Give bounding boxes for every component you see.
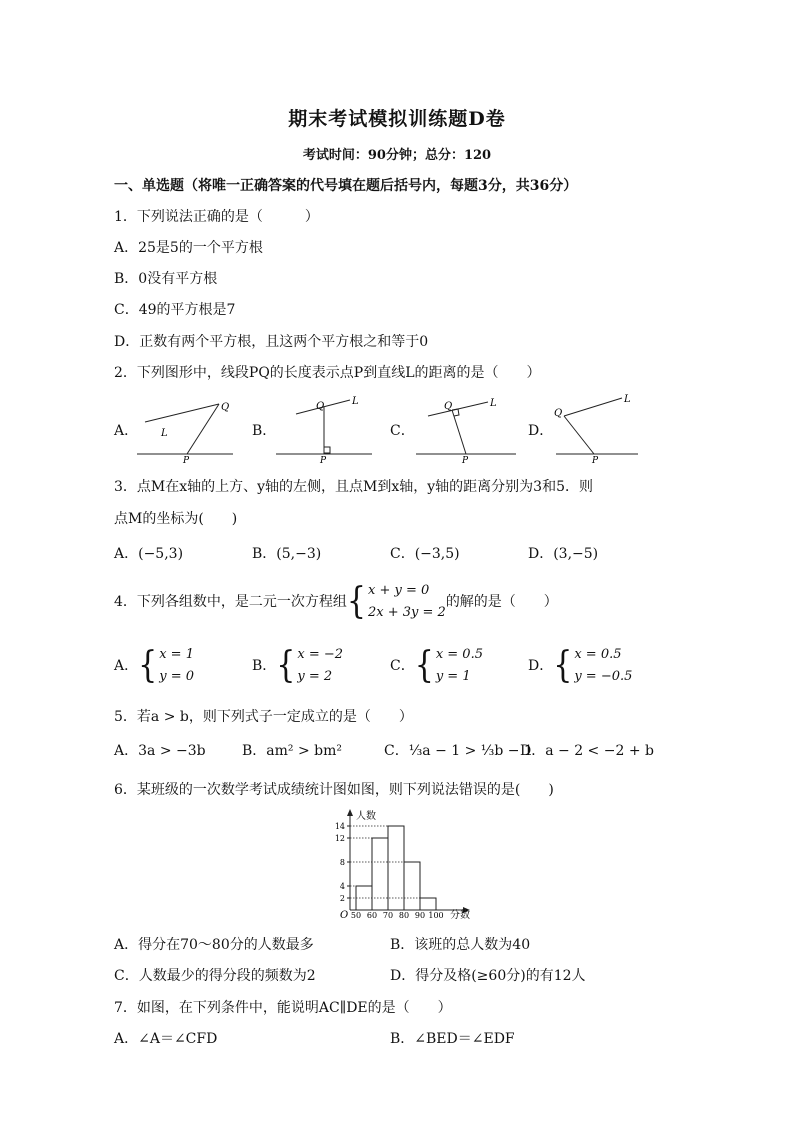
x-tick-label-70: 70 (382, 911, 394, 920)
q4-option-b: B．{ x = −2 y = 2 (252, 644, 344, 687)
q3-option-a: A．(−5,3) (114, 546, 184, 562)
q1-stem: 1．下列说法正确的是（ ） (114, 209, 319, 225)
section-heading: 一、单选题（将唯一正确答案的代号填在题后括号内，每题3分，共36分） (114, 178, 578, 194)
y-tick-label-12: 12 (334, 834, 345, 843)
q3-stem-line1: 3．点M在x轴的上方、y轴的左侧，且点M到x轴，y轴的距离分别为3和5．则 (114, 479, 593, 495)
q2-label-a: A． (114, 423, 139, 439)
y-tick-label-2: 2 (339, 894, 345, 903)
histogram-chart (326, 806, 486, 920)
chart-origin: O (340, 910, 349, 920)
q5-option-b: B．am² > bm² (242, 743, 343, 759)
q2-figure-a (135, 394, 235, 464)
q3-stem-line2: 点M的坐标为( ) (114, 511, 238, 527)
y-tick-label-4: 4 (339, 882, 345, 891)
fig-a-label-l: L (161, 428, 168, 439)
q6-option-a: A．得分在70～80分的人数最多 (114, 937, 314, 953)
fig-a-label-q: Q (221, 402, 230, 413)
q3-option-d: D．(3,−5) (528, 546, 599, 562)
fig-b-label-p: P (320, 456, 327, 464)
q6-stem: 6．某班级的一次数学考试成绩统计图如图，则下列说法错误的是( ) (114, 782, 554, 798)
q6-option-b: B．该班的总人数为40 (390, 937, 531, 953)
x-tick-label-50: 50 (350, 911, 362, 920)
q1-option-d: D．正数有两个平方根，且这两个平方根之和等于0 (114, 334, 429, 350)
fig-b-label-q: Q (316, 401, 325, 412)
q4-system-eq2: 2x + 3y = 2 (368, 605, 446, 620)
fig-d-label-q: Q (554, 408, 563, 419)
q5-option-a: A．3a > −3b (114, 743, 206, 759)
q1-option-b: B．0没有平方根 (114, 271, 218, 287)
q1-option-a: A．25是5的一个平方根 (114, 240, 263, 256)
chart-xlabel: 分数 (450, 910, 470, 920)
y-tick-label-8: 8 (339, 858, 345, 867)
q4-system-brace: { (346, 580, 366, 623)
q2-stem: 2．下列图形中，线段PQ的长度表示点P到直线L的距离的是（ ） (114, 365, 541, 381)
fig-d-label-l: L (624, 394, 631, 405)
q4-stem-pre: 4．下列各组数中，是二元一次方程组 (114, 594, 347, 610)
q7-option-b: B．∠BED＝∠EDF (390, 1031, 515, 1047)
fig-b-label-l: L (352, 396, 359, 407)
histogram-bar-70 (388, 826, 404, 910)
q1-option-c: C．49的平方根是7 (114, 302, 236, 318)
chart-y-arrow (347, 809, 353, 816)
q2-label-d: D． (528, 423, 554, 439)
fig-c-label-p: P (462, 456, 469, 464)
x-tick-label-60: 60 (366, 911, 378, 920)
fig-c-label-l: L (490, 398, 497, 409)
histogram-bar-90 (420, 898, 436, 910)
histogram-bar-50 (356, 886, 372, 910)
q2-label-c: C． (390, 423, 415, 439)
q4-system (368, 580, 446, 624)
q3-option-c: C．(−3,5) (390, 546, 460, 562)
q5-stem: 5．若a > b，则下列式子一定成立的是（ ） (114, 709, 413, 725)
q6-option-d: D．得分及格(≥60分)的有12人 (390, 968, 586, 984)
x-tick-label-80: 80 (398, 911, 410, 920)
fig-c-label-q: Q (444, 401, 453, 412)
fig-d-label-p: P (592, 456, 599, 464)
q2-figure-d (554, 392, 640, 464)
x-tick-label-90: 90 (414, 911, 426, 920)
q2-figure-c (414, 392, 518, 464)
q4-option-c: C．{ x = 0.5 y = 1 (390, 644, 483, 687)
q3-option-b: B．(5,−3) (252, 546, 322, 562)
q2-label-b: B． (252, 423, 277, 439)
q2-figure-b (274, 392, 374, 464)
q7-option-a: A．∠A＝∠CFD (114, 1031, 218, 1047)
q5-option-d: D．a − 2 < −2 + b (520, 743, 654, 759)
y-tick-label-14: 14 (334, 822, 345, 831)
q5-option-c: C．⅓a − 1 > ⅓b − 1 (384, 743, 533, 759)
q4-option-d: D．{ x = 0.5 y = −0.5 (528, 644, 633, 687)
page-title: 期末考试模拟训练题D卷 (288, 108, 506, 130)
q4-stem-post: 的解的是（ ） (445, 594, 558, 610)
fig-a-label-p: P (183, 456, 190, 464)
q4-option-a: A．{ x = 1 y = 0 (114, 644, 194, 687)
q6-option-c: C．人数最少的得分段的频数为2 (114, 968, 316, 984)
q4-stem (114, 580, 558, 624)
exam-info: 考试时间：90分钟；总分：120 (302, 148, 492, 163)
q4-system-eq1: x + y = 0 (368, 583, 430, 598)
x-tick-label-100: 100 (428, 911, 444, 920)
histogram-bar-60 (372, 838, 388, 910)
histogram-bar-80 (404, 862, 420, 910)
q7-stem: 7．如图，在下列条件中，能说明AC∥DE的是（ ） (114, 1000, 452, 1016)
chart-ylabel: 人数 (356, 811, 376, 822)
